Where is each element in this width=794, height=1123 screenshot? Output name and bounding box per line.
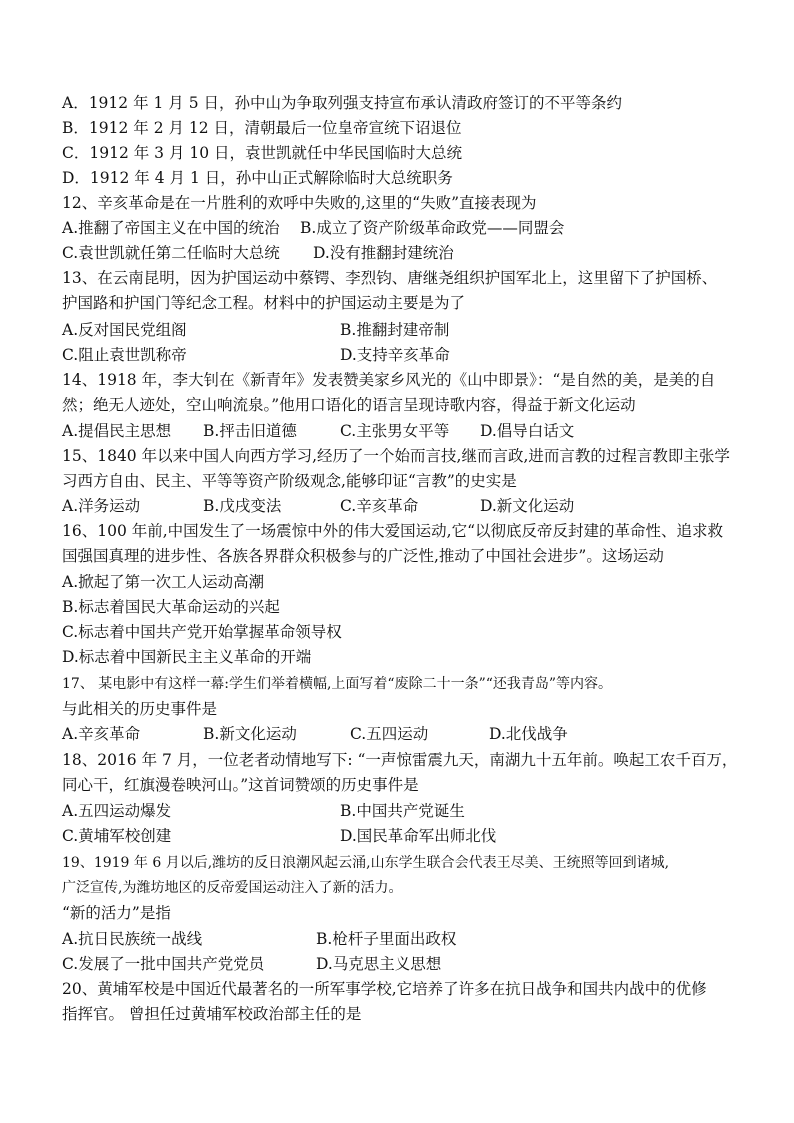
q14-stem-line2: 然；绝无人迹处，空山响流泉。”他用口语化的语言呈现诗歌内容，得益于新文化运动 [62, 396, 636, 414]
q17-option-c: C.五四运动 [350, 725, 429, 743]
q12-stem: 12、辛亥革命是在一片胜利的欢呼中失败的,这里的“失败”直接表现为 [62, 194, 537, 212]
q13-option-c: C.阻止袁世凯称帝 [62, 346, 187, 364]
q17-stem-line1: 17、 某电影中有这样一幕:学生们举着横幅,上面写着“废除二十一条”“还我青岛”等内容。 [62, 676, 613, 692]
q20-stem-line1: 20、黄埔军校是中国近代最著名的一所军事学校,它培养了许多在抗日战争和国共内战中的优修 [62, 980, 707, 998]
q14-option-b: B.抨击旧道德 [203, 422, 297, 440]
q15-option-c: C.辛亥革命 [340, 497, 419, 515]
q15-option-a: A.洋务运动 [62, 497, 141, 515]
q19-stem-line3: “新的活力”是指 [62, 904, 171, 922]
q13-stem-line2: 护国路和护国门等纪念工程。材料中的护国运动主要是为了 [62, 294, 466, 312]
q11-option-c: C．1912 年 3 月 10 日，袁世凯就任中华民国临时大总统 [62, 144, 463, 162]
q12-option-b: B.成立了资产阶级革命政党——同盟会 [300, 219, 565, 237]
q14-option-a: A.提倡民主思想 [62, 422, 172, 440]
q12-option-d: D.没有推翻封建统治 [313, 244, 454, 262]
q13-option-a: A.反对国民党组阁 [62, 321, 187, 339]
q19-option-a: A.抗日民族统一战线 [62, 930, 203, 948]
q15-option-b: B.戊戌变法 [203, 497, 282, 515]
q18-option-b: B.中国共产党诞生 [340, 802, 465, 820]
q18-stem-line2: 同心干，红旗漫卷映河山。”这首词赞颂的历史事件是 [62, 776, 419, 794]
q14-option-c: C.主张男女平等 [340, 422, 450, 440]
q18-option-c: C.黄埔军校创建 [62, 827, 172, 845]
q17-option-a: A.辛亥革命 [62, 725, 141, 743]
q19-stem-line2: 广泛宣传,为潍坊地区的反帝爱国运动注入了新的活力。 [62, 880, 403, 896]
q17-stem-line2: 与此相关的历史事件是 [62, 700, 218, 718]
q18-option-a: A.五四运动爆发 [62, 802, 172, 820]
q16-stem-line2: 国强国真理的进步性、各族各界群众积极参与的广泛性,推动了中国社会进步”。这场运动 [62, 547, 664, 565]
q15-option-d: D.新文化运动 [480, 497, 575, 515]
q16-option-a: A.掀起了第一次工人运动高潮 [62, 573, 265, 591]
q11-option-d: D．1912 年 4 月 1 日，孙中山正式解除临时大总统职务 [62, 169, 453, 187]
q19-stem-line1: 19、1919 年 6 月以后,潍坊的反日浪潮风起云涌,山东学生联合会代表王尽美、王统照等回到诸城, [62, 855, 670, 871]
q13-option-b: B.推翻封建帝制 [340, 321, 450, 339]
q18-stem-line1: 18、2016 年 7 月，一位老者动情地写下: “一声惊雷震九天，南湖九十五年前。唤起工农千百万， [62, 751, 738, 769]
q16-option-b: B.标志着国民大革命运动的兴起 [62, 598, 280, 616]
q16-stem-line1: 16、100 年前,中国发生了一场震惊中外的伟大爱国运动,它“以彻底反帝反封建的革命性、追求救 [62, 522, 724, 540]
q14-option-d: D.倡导白话文 [480, 422, 575, 440]
q19-option-d: D.马克思主义思想 [316, 955, 442, 973]
q16-option-c: C.标志着中国共产党开始掌握革命领导权 [62, 623, 342, 641]
q11-option-b: B．1912 年 2 月 12 日，清朝最后一位皇帝宣统下诏退位 [62, 119, 462, 137]
q17-option-b: B.新文化运动 [203, 725, 297, 743]
q16-option-d: D.标志着中国新民主主义革命的开端 [62, 648, 312, 666]
q11-option-a: A．1912 年 1 月 5 日，孙中山为争取列强支持宣布承认清政府签订的不平等条约 [62, 94, 623, 112]
q12-option-a: A.推翻了帝国主义在中国的统治 [62, 219, 280, 237]
q14-stem-line1: 14、1918 年，李大钊在《新青年》发表赞美家乡风光的《山中即景》：“是自然的美，是美的自 [62, 371, 716, 389]
q20-stem-line2: 指挥官。 曾担任过黄埔军校政治部主任的是 [62, 1005, 362, 1023]
q19-option-c: C.发展了一批中国共产党党员 [62, 955, 265, 973]
q15-stem-line1: 15、1840 年以来中国人向西方学习,经历了一个始而言技,继而言政,进而言教的过程言教即主张学 [62, 447, 730, 465]
q19-option-b: B.枪杆子里面出政权 [316, 930, 457, 948]
q15-stem-line2: 习西方自由、民主、平等等资产阶级观念,能够印证“言教”的史实是 [62, 472, 517, 490]
q13-stem-line1: 13、在云南昆明，因为护国运动中蔡锷、李烈钧、唐继尧组织护国军北上，这里留下了护国桥、 [62, 269, 718, 287]
q12-option-c: C.袁世凯就任第二任临时大总统 [62, 244, 280, 262]
q13-option-d: D.支持辛亥革命 [340, 346, 450, 364]
q17-option-d: D.北伐战争 [489, 725, 568, 743]
q18-option-d: D.国民革命军出师北伐 [340, 827, 497, 845]
